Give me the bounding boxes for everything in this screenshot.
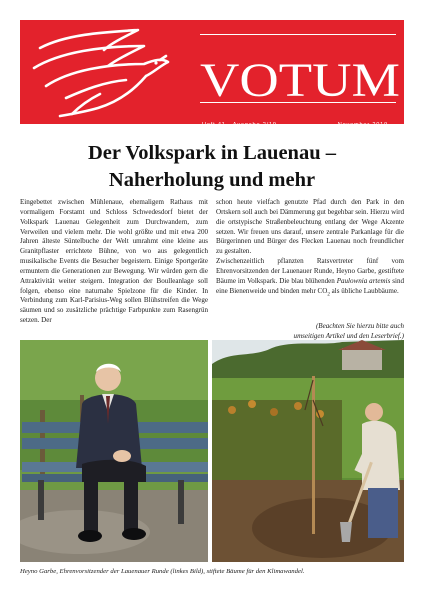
masthead bbox=[20, 20, 404, 128]
left-column-text: Eingebettet zwischen Mühlenaue, ehemaligem Rathaus mit vormaligem Forstamt und Schloss Schwedesdorf bietet der Volkspark Lauenau Gelegenheit zum Durchwandern, zum Verweilen und vielem mehr. Die wohl größte und mit etwa 200 Jahren älteste Süntelbuche der Welt umrahmt eine kleine aus Granitpflaster errichtete Bühne, von wo aus gelegentlich musikalische Events die Besucher begeistern. Einige Sportgeräte ermuntern die Generationen zur Bewegung. Wir würden gern die Attraktivität weiter steigern. Integration der Boulleanlage soll folgen, ebenso eine naturnahe Spielzone für die Kinder. In Verbindung zum Karl-Parisius-Weg sollen Blühstreifen die Wege säumen und so zusätzliche prächtige Farbpunkte zum Rasengrün setzen. Der bbox=[20, 198, 208, 325]
headline-line-2: Naherholung und mehr bbox=[108, 169, 316, 191]
photo-tree-planting bbox=[212, 340, 404, 562]
headline-line-1: Der Volkspark in Lauenau – bbox=[88, 142, 336, 164]
right-column-paragraph-1: schon heute vielfach genutzte Pfad durch den Park in den Ortskern soll auch bei Dämmerung gut begehbar sein. Hierzu wird die ortstypische Straßenbeleuchtung entlang der Wege Akzente setzen. Wir freuen uns darauf, unsere zentrale Parkanlage für die Bürgerinnen und Bürger des Flecken Lauenau noch freundlicher zu gestalten. bbox=[216, 198, 404, 256]
photo-man-on-bench bbox=[20, 340, 208, 562]
right-column-paragraph-2: Zwischenzeitlich pflanzten Ratsvertreter fünf vom Ehrenvorsitzenden der Lauenauer Runde, Heyno Garbe, gestiftete Bäume im Volkspark. Die blau blühenden Paulownia artemis sind eine Bienenweide und binden mehr $CO_2$ als übliche Laubbäume. bbox=[216, 257, 404, 297]
article-column-left bbox=[20, 198, 208, 326]
issue-date: November 2019 bbox=[337, 122, 388, 128]
title-rule-bottom bbox=[200, 102, 396, 103]
title-rule-top bbox=[200, 34, 396, 35]
masthead-title bbox=[200, 54, 400, 114]
article-headline bbox=[20, 140, 404, 194]
reference-note: (Beachten Sie hierzu bitte auch umseitigen Artikel und den Leserbrief.) bbox=[293, 322, 404, 340]
svg-text:VOTUM: VOTUM bbox=[200, 54, 400, 107]
article-column-right bbox=[216, 198, 404, 300]
dove-icon bbox=[26, 24, 176, 120]
photo-caption: Heyno Garbe, Ehrenvorsitzender der Lauenauer Runde (linkes Bild), stiftete Bäume für den Klimawandel. bbox=[20, 568, 305, 575]
issue-label: Heft 41 · Ausgabe 2/19 bbox=[202, 122, 277, 128]
